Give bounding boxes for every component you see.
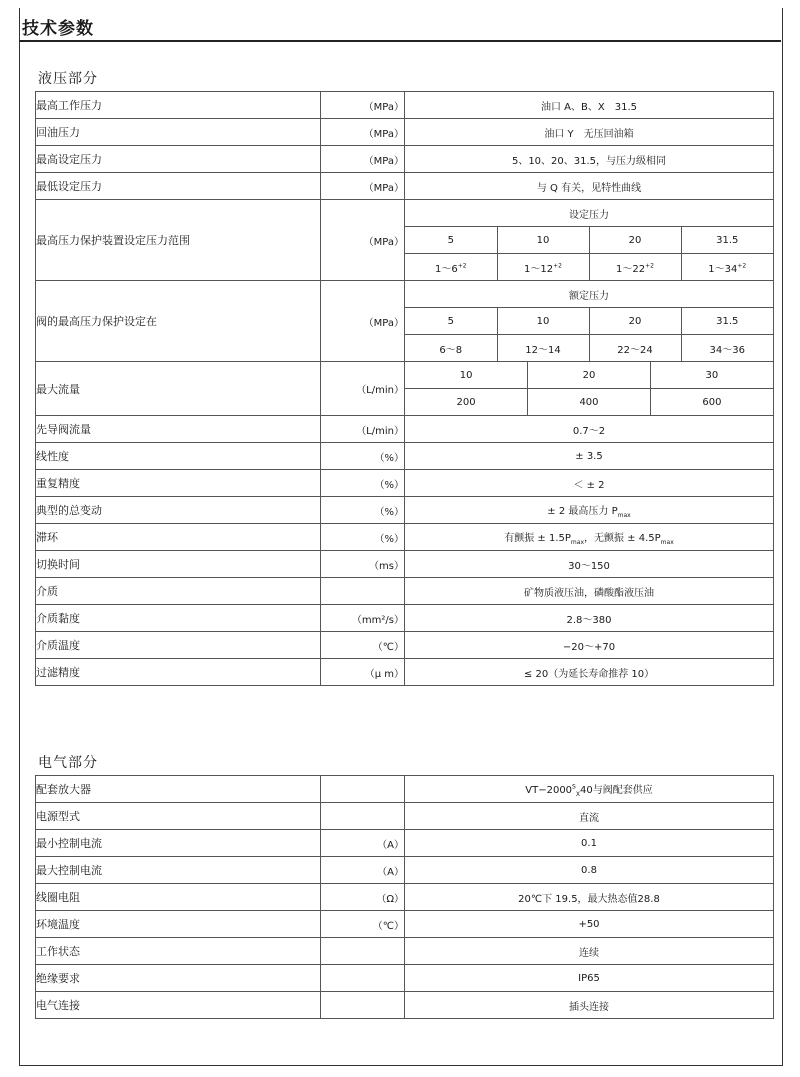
- pressure-level: 10: [497, 227, 589, 254]
- row-label: 回油压力: [36, 119, 321, 146]
- doc-title: 技术参数: [22, 19, 94, 39]
- row-unit: （L/min）: [321, 416, 405, 443]
- row-unit: （MPa）: [321, 281, 405, 362]
- flow-value: 200: [405, 389, 528, 416]
- hydraulic-section-title: 液压部分: [38, 71, 98, 87]
- row-unit: [321, 992, 405, 1019]
- pressure-level: 5: [405, 227, 497, 254]
- row-unit: [321, 965, 405, 992]
- table-row: [36, 524, 774, 551]
- row-unit: （L/min）: [321, 362, 405, 416]
- value-text: 有颤振 ± 1.5P: [504, 532, 571, 544]
- row-unit: （℃）: [321, 632, 405, 659]
- value-subscript: max: [660, 538, 674, 546]
- subtable-header: 设定压力: [405, 200, 773, 227]
- table-row: [36, 965, 774, 992]
- max-flow-subtable-cell: [405, 362, 774, 416]
- pressure-level: 10: [497, 308, 589, 335]
- table-row: [36, 830, 774, 857]
- row-label: 工作状态: [36, 938, 321, 965]
- range-base: 1～6: [434, 263, 458, 275]
- prot-range-subtable-cell: [405, 200, 774, 281]
- value-subscript: max: [617, 511, 631, 519]
- valve-size: 10: [405, 362, 528, 389]
- table-row: [36, 884, 774, 911]
- row-label: 重复精度: [36, 470, 321, 497]
- row-label: 最高设定压力: [36, 146, 321, 173]
- range-tolerance: +2: [457, 262, 467, 270]
- table-row: [36, 551, 774, 578]
- row-value: +50: [405, 911, 774, 938]
- row-value: [405, 497, 774, 524]
- row-value: ＜ ± 2: [405, 470, 774, 497]
- set-value: 12～14: [497, 335, 589, 362]
- row-label: 最高压力保护装置设定压力范围: [36, 200, 321, 281]
- valve-set-subtable: [405, 281, 773, 361]
- row-label: 线性度: [36, 443, 321, 470]
- row-label: 最大控制电流: [36, 857, 321, 884]
- row-label: 介质: [36, 578, 321, 605]
- row-unit: （MPa）: [321, 92, 405, 119]
- table-row-max-flow: [36, 362, 774, 416]
- row-unit: [321, 938, 405, 965]
- table-row: [36, 659, 774, 686]
- row-label: 滞环: [36, 524, 321, 551]
- pressure-range: [589, 254, 681, 281]
- row-label: 过滤精度: [36, 659, 321, 686]
- table-row: [36, 443, 774, 470]
- table-row: [36, 992, 774, 1019]
- table-row: [36, 92, 774, 119]
- row-unit: （mm²/s）: [321, 605, 405, 632]
- row-value: ± 3.5: [405, 443, 774, 470]
- table-row: [36, 857, 774, 884]
- valve-set-subtable-cell: [405, 281, 774, 362]
- row-value: 0.7～2: [405, 416, 774, 443]
- row-label: 典型的总变动: [36, 497, 321, 524]
- row-value: 油口 A、B、X 31.5: [405, 92, 774, 119]
- flow-value: 400: [528, 389, 651, 416]
- row-unit: （℃）: [321, 911, 405, 938]
- table-row: [36, 497, 774, 524]
- row-unit: [321, 776, 405, 803]
- range-tolerance: +2: [553, 262, 562, 270]
- subtable-header: 额定压力: [405, 281, 773, 308]
- set-value: 34～36: [681, 335, 773, 362]
- row-value: 2.8～380: [405, 605, 774, 632]
- row-value: 0.8: [405, 857, 774, 884]
- value-text: ± 2 最高压力 P: [547, 505, 618, 517]
- row-unit: （MPa）: [321, 200, 405, 281]
- table-row-valve-set: [36, 281, 774, 362]
- row-label: 切换时间: [36, 551, 321, 578]
- table-row: [36, 146, 774, 173]
- pressure-range: [497, 254, 589, 281]
- row-unit: （%）: [321, 470, 405, 497]
- row-label: 绝缘要求: [36, 965, 321, 992]
- row-label: 电源型式: [36, 803, 321, 830]
- range-base: 1～12: [524, 263, 554, 275]
- pressure-range: [405, 254, 497, 281]
- table-row: [36, 803, 774, 830]
- row-value: IP65: [405, 965, 774, 992]
- table-row: [36, 416, 774, 443]
- valve-size: 30: [650, 362, 773, 389]
- value-text: 40与阀配套供应: [579, 784, 653, 796]
- row-unit: （%）: [321, 443, 405, 470]
- row-label: 最小控制电流: [36, 830, 321, 857]
- pressure-level: 5: [405, 308, 497, 335]
- row-value: [405, 776, 774, 803]
- table-row: [36, 605, 774, 632]
- range-tolerance: +2: [645, 262, 654, 270]
- prot-range-subtable: [405, 200, 773, 280]
- row-unit: （%）: [321, 524, 405, 551]
- range-base: 1～22: [616, 263, 646, 275]
- row-value: ≤ 20（为延长寿命推荐 10）: [405, 659, 774, 686]
- pressure-level: 31.5: [681, 227, 773, 254]
- row-label: 先导阀流量: [36, 416, 321, 443]
- row-unit: （A）: [321, 830, 405, 857]
- row-value: 与 Q 有关，见特性曲线: [405, 173, 774, 200]
- table-row: [36, 938, 774, 965]
- set-value: 6～8: [405, 335, 497, 362]
- row-value: [405, 524, 774, 551]
- value-superscript: S: [572, 783, 576, 791]
- row-unit: （MPa）: [321, 119, 405, 146]
- electrical-table: [35, 775, 774, 1019]
- title-rule: [19, 40, 781, 42]
- value-text: VT−2000: [525, 784, 573, 796]
- pressure-level: 31.5: [681, 308, 773, 335]
- row-value: 30～150: [405, 551, 774, 578]
- row-value: 直流: [405, 803, 774, 830]
- table-row: [36, 632, 774, 659]
- row-label: 最低设定压力: [36, 173, 321, 200]
- hydraulic-table: [35, 91, 774, 686]
- pressure-range: [681, 254, 773, 281]
- row-label: 最高工作压力: [36, 92, 321, 119]
- row-unit: （MPa）: [321, 173, 405, 200]
- row-label: 介质黏度: [36, 605, 321, 632]
- row-value: 0.1: [405, 830, 774, 857]
- value-subscript: X: [575, 790, 580, 798]
- row-label: 环境温度: [36, 911, 321, 938]
- row-unit: （MPa）: [321, 146, 405, 173]
- row-value: 20℃下 19.5，最大热态值28.8: [405, 884, 774, 911]
- table-row: [36, 173, 774, 200]
- range-base: 1～34: [708, 263, 738, 275]
- electrical-section-title: 电气部分: [38, 755, 98, 771]
- row-unit: （Ω）: [321, 884, 405, 911]
- set-value: 22～24: [589, 335, 681, 362]
- pressure-level: 20: [589, 227, 681, 254]
- table-row: [36, 470, 774, 497]
- row-label: 最大流量: [36, 362, 321, 416]
- row-unit: [321, 803, 405, 830]
- row-label: 阀的最高压力保护设定在: [36, 281, 321, 362]
- row-unit: （ms）: [321, 551, 405, 578]
- value-subscript: max: [570, 538, 584, 546]
- row-label: 介质温度: [36, 632, 321, 659]
- value-text: ，无颤振 ± 4.5P: [584, 532, 661, 544]
- max-flow-subtable: [405, 362, 773, 415]
- pressure-level: 20: [589, 308, 681, 335]
- table-row-prot-range: [36, 200, 774, 281]
- valve-size: 20: [528, 362, 651, 389]
- row-value: 插头连接: [405, 992, 774, 1019]
- row-value: 油口 Y 无压回油箱: [405, 119, 774, 146]
- row-unit: （μ m）: [321, 659, 405, 686]
- flow-value: 600: [650, 389, 773, 416]
- row-value: 矿物质液压油，磷酸酯液压油: [405, 578, 774, 605]
- row-value: 连续: [405, 938, 774, 965]
- table-row: [36, 119, 774, 146]
- row-value: −20～+70: [405, 632, 774, 659]
- row-unit: [321, 578, 405, 605]
- table-row: [36, 911, 774, 938]
- row-value: 5、10、20、31.5，与压力级相同: [405, 146, 774, 173]
- table-row: [36, 776, 774, 803]
- row-label: 电气连接: [36, 992, 321, 1019]
- range-tolerance: +2: [737, 262, 747, 270]
- row-unit: （A）: [321, 857, 405, 884]
- row-unit: （%）: [321, 497, 405, 524]
- row-label: 配套放大器: [36, 776, 321, 803]
- row-label: 线圈电阻: [36, 884, 321, 911]
- table-row: [36, 578, 774, 605]
